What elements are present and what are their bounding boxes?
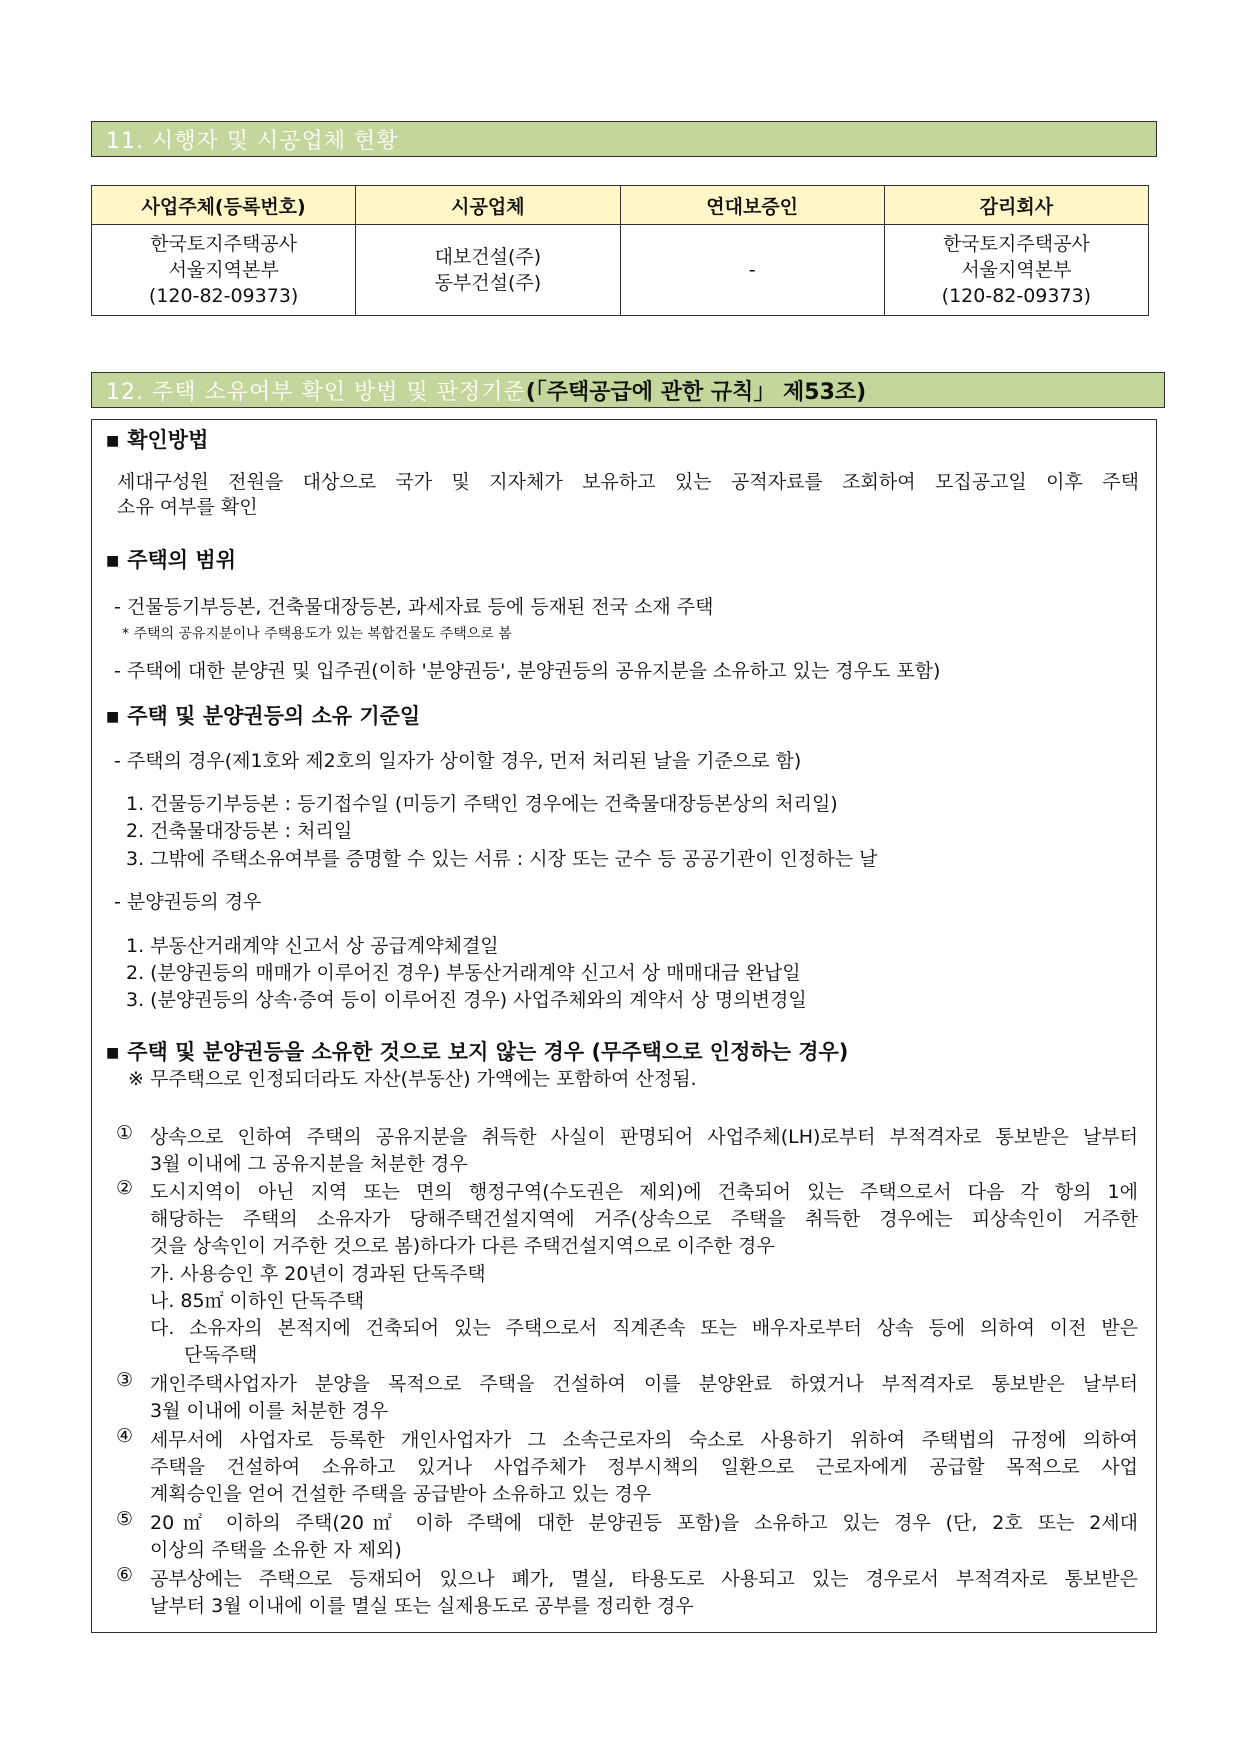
table-row [92,225,1149,316]
section-12-title [91,372,1165,408]
exempt-heading: ■ 주택 및 분양권등을 소유한 것으로 보지 않는 경우 (무주택으로 인정하는 경우) [106,1040,849,1064]
basis-right-intro: - 분양권등의 경우 [114,891,262,913]
confirm-text-line1: 세대구성원 전원을 대상으로 국가 및 지자체가 보유하고 있는 공적자료를 조회하여 모집공고일 이후 주택 [117,471,1139,493]
exempt-item-5-line2: 이상의 주택을 소유한 자 제외) [150,1539,402,1561]
exempt-item-6-line1: 공부상에는 주택으로 등재되어 있으나 폐가, 멸실, 타용도로 사용되고 있는 경우로서 부적격자로 통보받은 [150,1568,1138,1590]
exempt-item-5-line1: 20㎡ 이하의 주택(20㎡ 이하 주택에 대한 분양권등 포함)을 소유하고 있는 경우 (단, 2호 또는 2세대 [150,1512,1138,1534]
basis-house-intro: - 주택의 경우(제1호와 제2호의 일자가 상이할 경우, 먼저 처리된 날을 기준으로 함) [114,750,802,772]
exempt-item-4-line1: 세무서에 사업자로 등록한 개인사업자가 그 소속근로자의 숙소로 사용하기 위하여 주택법의 규정에 의하여 [150,1429,1138,1451]
exempt-item-3-line1: 개인주택사업자가 분양을 목적으로 주택을 건설하여 이를 분양완료 하였거나 부적격자로 통보받은 날부터 [150,1373,1138,1395]
basis-right-item-1: 1. 부동산거래계약 신고서 상 공급계약체결일 [126,935,499,957]
exempt-item-2-line3: 것을 상속인이 거주한 것으로 봄)하다가 다른 주택건설지역으로 이주한 경우 [150,1235,775,1257]
exempt-sub-item-da: 다. 소유자의 본적지에 건축되어 있는 주택으로서 직계존속 또는 배우자로부터 상속 등에 의하여 이전 받은 [150,1317,1138,1339]
scope-note: * 주택의 공유지분이나 주택용도가 있는 복합건물도 주택으로 봄 [122,626,512,642]
basis-house-item-1: 1. 건물등기부등본 : 등기접수일 (미등기 주택인 경우에는 건축물대장등본상의 처리일) [126,793,838,815]
section-12-box [91,419,1157,1633]
basis-house-item-2: 2. 건축물대장등본 : 처리일 [126,820,353,842]
exempt-item-2-line2: 해당하는 주택의 소유자가 당해주택건설지역에 거주(상속으로 주택을 취득한 경우에는 피상속인이 거주한 [150,1208,1138,1230]
cell-developer: 한국토지주택공사 서울지역본부 (120-82-09373) [92,225,356,316]
section-11-title [91,121,1157,157]
confirm-heading: ■ 확인방법 [106,428,209,452]
exempt-item-2-num: ② [116,1177,134,1199]
basis-heading: ■ 주택 및 분양권등의 소유 기준일 [106,704,421,728]
exempt-item-3-num: ③ [116,1369,134,1391]
exempt-item-6-line2: 날부터 3월 이내에 이를 멸실 또는 실제용도로 공부를 정리한 경우 [150,1595,694,1617]
cell-supervisor: 한국토지주택공사 서울지역본부 (120-82-09373) [884,225,1148,316]
basis-right-item-3: 3. (분양권등의 상속·증여 등이 이루어진 경우) 사업주체와의 계약서 상 명의변경일 [126,989,807,1011]
cell-guarantor: - [620,225,884,316]
exempt-item-4-line2: 주택을 건설하여 소유하고 있거나 사업주체가 정부시책의 일환으로 근로자에게 공급할 목적으로 사업 [150,1456,1138,1478]
section-12-title-prefix: 12. 주택 소유여부 확인 방법 및 판정기준 [106,379,526,405]
exempt-item-3-line2: 3월 이내에 이를 처분한 경우 [150,1400,389,1422]
company-table [91,185,1149,316]
exempt-sub-item-da-cont: 단독주택 [184,1344,258,1366]
basis-house-item-3: 3. 그밖에 주택소유여부를 증명할 수 있는 서류 : 시장 또는 군수 등 공공기관이 인정하는 날 [126,848,878,870]
scope-item-2: - 주택에 대한 분양권 및 입주권(이하 '분양권등', 분양권등의 공유지분을 소유하고 있는 경우도 포함) [114,660,941,682]
table-header-row [92,186,1149,225]
square-bullet-icon: ■ [106,433,120,449]
header-developer: 사업주체(등록번호) [92,186,356,225]
exempt-item-4-line3: 계획승인을 얻어 건설한 주택을 공급받아 소유하고 있는 경우 [150,1483,652,1505]
scope-heading: ■ 주택의 범위 [106,548,236,572]
cell-builders: 대보건설(주) 동부건설(주) [356,225,620,316]
square-bullet-icon: ■ [106,709,120,725]
exempt-item-5-num: ⑤ [116,1508,134,1530]
exempt-item-2-line1: 도시지역이 아닌 지역 또는 면의 행정구역(수도권은 제외)에 건축되어 있는 주택으로서 다음 각 항의 1에 [150,1181,1138,1203]
exempt-item-6-num: ⑥ [116,1564,134,1586]
exempt-item-1-line2: 3월 이내에 그 공유지분을 처분한 경우 [150,1153,468,1175]
confirm-text-line2: 소유 여부를 확인 [117,496,258,518]
header-guarantor: 연대보증인 [620,186,884,225]
square-bullet-icon: ■ [106,553,120,569]
header-supervisor: 감리회사 [884,186,1148,225]
exempt-item-4-num: ④ [116,1425,134,1447]
section-11-title-text: 11. 시행자 및 시공업체 현황 [106,128,399,154]
exempt-sub-item-na: 나. 85㎡ 이하인 단독주택 [150,1290,365,1312]
exempt-note: ※ 무주택으로 인정되더라도 자산(부동산) 가액에는 포함하여 산정됨. [128,1068,697,1090]
exempt-item-1-line1: 상속으로 인하여 주택의 공유지분을 취득한 사실이 판명되어 사업주체(LH)로부터 부적격자로 통보받은 날부터 [150,1126,1138,1148]
section-12-title-regulation: (「주택공급에 관한 규칙」 제53조) [525,379,867,405]
exempt-sub-item-ga: 가. 사용승인 후 20년이 경과된 단독주택 [150,1263,486,1285]
square-bullet-icon: ■ [106,1045,120,1061]
scope-item-1: - 건물등기부등본, 건축물대장등본, 과세자료 등에 등재된 전국 소재 주택 [114,596,714,618]
basis-right-item-2: 2. (분양권등의 매매가 이루어진 경우) 부동산거래계약 신고서 상 매매대금 완납일 [126,962,801,984]
exempt-item-1-num: ① [116,1122,134,1144]
header-builder: 시공업체 [356,186,620,225]
